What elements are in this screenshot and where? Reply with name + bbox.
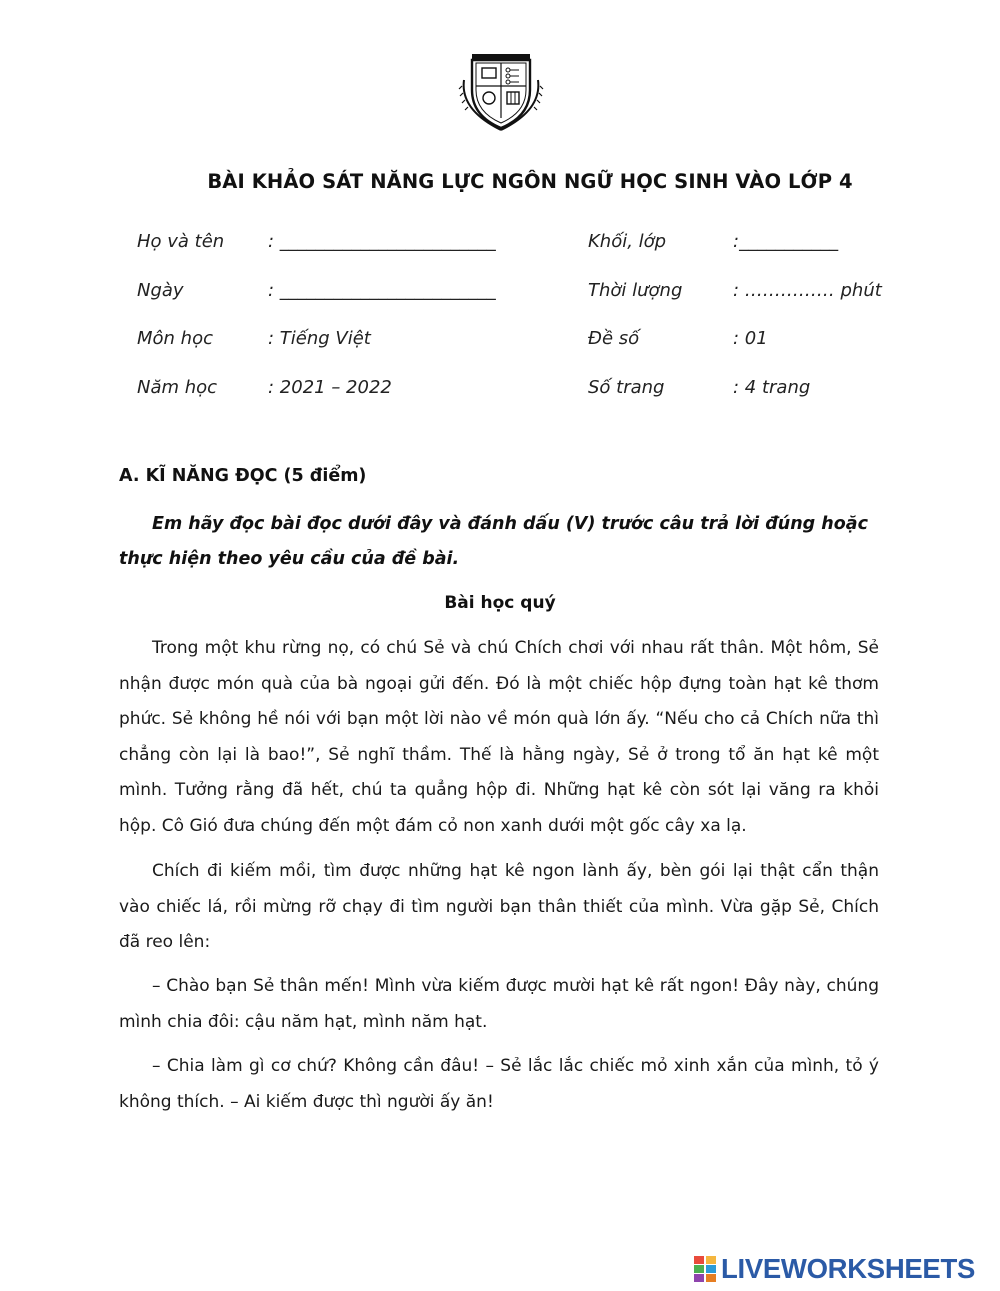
brand-cubes-icon (693, 1255, 717, 1283)
date-label: Ngày (137, 280, 184, 301)
subject-value: : Tiếng Việt (268, 328, 371, 349)
liveworksheets-brand[interactable] (693, 1254, 975, 1284)
brand-text: LIVEWORKSHEETS (721, 1253, 976, 1284)
story-paragraph-3: – Chào bạn Sẻ thân mến! Mình vừa kiếm được mười hạt kê rất ngon! Đây này, chúng mình chia đôi: cậu năm hạt, mình năm hạt. (119, 976, 879, 1032)
story-paragraph-1: Trong một khu rừng nọ, có chú Sẻ và chú Chích chơi với nhau rất thân. Một hôm, Sẻ nhận được món quà của bà ngoại gửi đến. Đó là một chiếc hộp đựng toàn hạt kê thơm phức. Sẻ không hề nói với bạn một lời nào về món quà lớn ấy. “Nếu cho cả Chích nữa thì chẳng còn lại là bao!”, Sẻ nghĩ thầm. Thế là hằng ngày, Sẻ ở trong tổ ăn hạt kê một mình. Tưởng rằng đã hết, chú ta quẳng hộp đi. Những hạt kê còn sót lại văng ra khỏi hộp. Cô Gió đưa chúng đến một đám cỏ non xanh dưới một gốc cây xa lạ. (119, 638, 879, 836)
class-value: :___________ (733, 231, 839, 252)
subject-label: Môn học (137, 328, 213, 349)
year-value: : 2021 – 2022 (268, 377, 392, 398)
class-label: Khối, lớp (588, 231, 667, 252)
duration-label: Thời lượng (588, 280, 683, 301)
duration-value: : …………… phút (733, 280, 882, 301)
instruction-text: Em hãy đọc bài đọc dưới đây và đánh dấu (V) trước câu trả lời đúng hoặc thực hiện theo yêu cầu của đề bài. (119, 514, 868, 569)
story-title: Bài học quý (444, 593, 556, 613)
pages-value: : 4 trang (733, 377, 811, 398)
story-paragraph-4: – Chia làm gì cơ chứ? Không cần đâu! – Sẻ lắc lắc chiếc mỏ xinh xắn của mình, tỏ ý không thích. – Ai kiếm được thì người ấy ăn! (119, 1056, 879, 1112)
story-paragraph-2: Chích đi kiếm mồi, tìm được những hạt kê ngon lành ấy, bèn gói lại thật cẩn thận vào chiếc lá, rồi mừng rỡ chạy đi tìm người bạn thân thiết của mình. Vừa gặp Sẻ, Chích đã reo lên: (119, 861, 879, 952)
date-value: : ________________________ (268, 280, 496, 301)
exam-value: : 01 (733, 328, 768, 349)
page-title: BÀI KHẢO SÁT NĂNG LỰC NGÔN NGỮ HỌC SINH VÀO LỚP 4 (207, 170, 853, 193)
name-value: : ________________________ (268, 231, 496, 252)
year-label: Năm học (137, 377, 218, 398)
exam-label: Đề số (588, 328, 640, 349)
school-crest-logo (456, 46, 546, 134)
name-label: Họ và tên (137, 231, 225, 252)
pages-label: Số trang (588, 377, 665, 398)
section-heading: A. KĨ NĂNG ĐỌC (5 điểm) (119, 466, 367, 486)
